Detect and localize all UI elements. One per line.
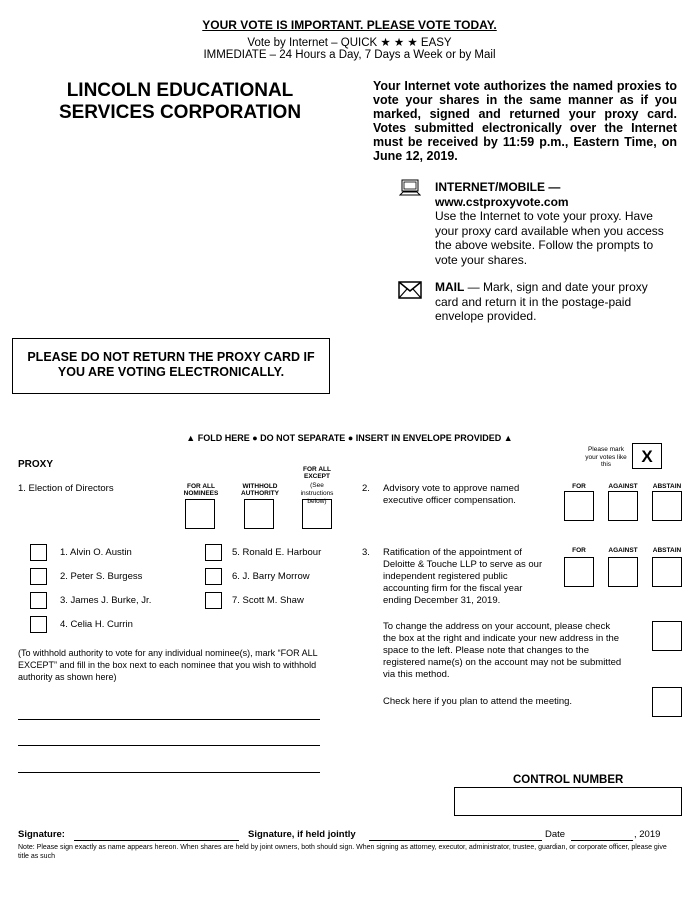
internet-text: Use the Internet to vote your proxy. Have your proxy card available when you access the above website. Follow the prompts to vote your shares.	[435, 209, 664, 267]
nominee-checkbox-6[interactable]	[205, 568, 222, 585]
electronic-voting-notice-box	[12, 338, 330, 394]
for-all-except-checkbox[interactable]	[302, 499, 332, 529]
date-line[interactable]	[571, 840, 633, 841]
address-change-text: To change the address on your account, please check the box at the right and indicate your new address in the space to the left. Please note that changes to the registered name(s) on the account may not be submitted via this method.	[383, 621, 622, 680]
item2-col-against: AGAINST	[608, 483, 638, 490]
mail-section	[435, 280, 665, 324]
signature-line[interactable]	[74, 840, 239, 841]
company-name	[30, 80, 330, 124]
item3-abstain-checkbox[interactable]	[652, 557, 682, 587]
proxy-label: PROXY	[18, 459, 54, 470]
col-for-all-nominees: FOR ALL NOMINEES	[183, 483, 219, 497]
col-for-all-except: FOR ALL EXCEPT	[303, 466, 331, 480]
fold-instruction: ▲ FOLD HERE ● DO NOT SEPARATE ● INSERT IN ENVELOPE PROVIDED ▲	[186, 433, 513, 443]
nominee-checkbox-2[interactable]	[30, 568, 47, 585]
notice-text: PLEASE DO NOT RETURN THE PROXY CARD IF YOU ARE VOTING ELECTRONICALLY.	[27, 350, 315, 379]
nominee-label-3: 3. James J. Burke, Jr.	[60, 595, 152, 606]
attend-meeting-text: Check here if you plan to attend the meeting.	[383, 696, 573, 707]
item3-number: 3.	[362, 547, 370, 558]
nominee-label-2: 2. Peter S. Burgess	[60, 571, 143, 582]
item3-col-against: AGAINST	[608, 547, 638, 554]
withhold-authority-checkbox[interactable]	[244, 499, 274, 529]
write-in-line-2[interactable]	[18, 745, 320, 746]
item3-against-checkbox[interactable]	[608, 557, 638, 587]
item1-label: 1. Election of Directors	[18, 483, 114, 494]
mark-example-x: X	[641, 447, 653, 466]
envelope-icon	[398, 281, 422, 299]
attend-meeting-checkbox[interactable]	[652, 687, 682, 717]
joint-signature-line[interactable]	[369, 840, 542, 841]
item3-col-for: FOR	[572, 547, 586, 554]
item3-col-abstain: ABSTAIN	[652, 547, 682, 554]
date-year: , 2019	[634, 829, 661, 840]
item2-abstain-checkbox[interactable]	[652, 491, 682, 521]
item2-against-checkbox[interactable]	[608, 491, 638, 521]
internet-title: INTERNET/MOBILE —	[435, 180, 561, 194]
item2-col-for: FOR	[572, 483, 586, 490]
nominee-label-5: 5. Ronald E. Harbour	[232, 547, 322, 558]
header-line1: YOUR VOTE IS IMPORTANT. PLEASE VOTE TODAY.	[202, 18, 497, 32]
internet-url[interactable]: www.cstproxyvote.com	[435, 194, 569, 209]
mail-title: MAIL	[435, 280, 465, 294]
nominee-checkbox-4[interactable]	[30, 616, 47, 633]
except-note: (See instructions below)	[300, 482, 334, 505]
mark-example-label: Please mark your votes like this	[585, 446, 627, 468]
mail-text: — Mark, sign and date your proxy card and return it in the postage-paid envelope provided.	[435, 280, 648, 323]
write-in-line-1[interactable]	[18, 719, 320, 720]
nominee-checkbox-5[interactable]	[205, 544, 222, 561]
signature-note: Note: Please sign exactly as name appears hereon. When shares are held by joint owners, both should sign. When signing as attorney, executor, administrator, trustee, guardian, or corporate officer, please give title as such	[18, 844, 667, 860]
nominee-checkbox-7[interactable]	[205, 592, 222, 609]
item3-text: Ratification of the appointment of Deloitte & Touche LLP to serve as our independent registered public accounting firm for the fiscal year ending December 31, 2019.	[383, 547, 543, 606]
nominee-checkbox-1[interactable]	[30, 544, 47, 561]
intro-text: Your Internet vote authorizes the named proxies to vote your shares in the same manner as if you marked, signed and returned your proxy card. Votes submitted electronically over the Internet must be received by 11:59 p.m., Eastern Time, on June 12, 2019.	[373, 79, 677, 163]
header-line2: Vote by Internet – QUICK ★ ★ ★ EASY	[247, 37, 452, 49]
control-number-box[interactable]	[454, 787, 682, 816]
item3-for-checkbox[interactable]	[564, 557, 594, 587]
item2-for-checkbox[interactable]	[564, 491, 594, 521]
item2-text: Advisory vote to approve named executive officer compensation.	[383, 483, 520, 506]
signature-label: Signature:	[18, 829, 65, 840]
internet-section	[435, 180, 665, 267]
company-name-line2: SERVICES CORPORATION	[58, 102, 302, 123]
item2-col-abstain: ABSTAIN	[652, 483, 682, 490]
item2-number: 2.	[362, 483, 370, 494]
nominee-label-4: 4. Celia H. Currin	[60, 619, 133, 630]
nominee-label-1: 1. Alvin O. Austin	[60, 547, 132, 558]
withhold-instructions: (To withhold authority to vote for any individual nominee(s), mark “FOR ALL EXCEPT” and fill in the box next to each nominee that you wish to withhold authority as shown here)	[18, 648, 318, 682]
for-all-nominees-checkbox[interactable]	[185, 499, 215, 529]
mark-example-box	[632, 443, 662, 469]
nominee-label-6: 6. J. Barry Morrow	[232, 571, 310, 582]
nominee-checkbox-3[interactable]	[30, 592, 47, 609]
address-change-checkbox[interactable]	[652, 621, 682, 651]
company-name-line1: LINCOLN EDUCATIONAL	[66, 80, 294, 101]
nominee-label-7: 7. Scott M. Shaw	[232, 595, 304, 606]
joint-signature-label: Signature, if held jointly	[248, 829, 356, 840]
header-line3: IMMEDIATE – 24 Hours a Day, 7 Days a Week or by Mail	[203, 49, 496, 61]
write-in-line-3[interactable]	[18, 772, 320, 773]
computer-icon	[399, 179, 421, 197]
date-label: Date	[545, 829, 566, 840]
control-number-label: CONTROL NUMBER	[513, 774, 624, 786]
col-withhold-authority: WITHHOLD AUTHORITY	[241, 483, 279, 497]
